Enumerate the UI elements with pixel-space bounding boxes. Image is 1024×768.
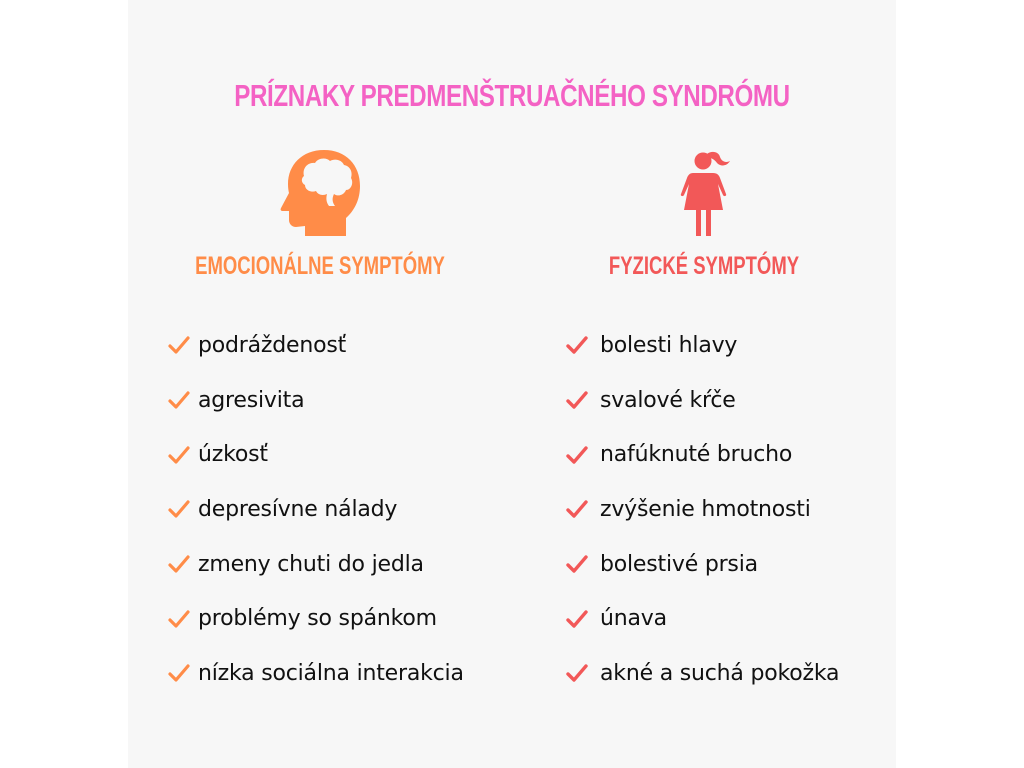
woman-figure-icon bbox=[676, 148, 734, 238]
list-item bbox=[566, 373, 839, 428]
checkmark-icon bbox=[168, 663, 190, 683]
physical-symptoms-heading: FYZICKÉ SYMPTÓMY bbox=[608, 252, 800, 280]
symptom-label: bolesti hlavy bbox=[600, 332, 738, 358]
symptom-label: úzkosť bbox=[198, 442, 268, 468]
list-item bbox=[168, 427, 464, 482]
checkmark-icon bbox=[168, 609, 190, 629]
symptom-label: únava bbox=[600, 606, 667, 632]
list-item bbox=[168, 373, 464, 428]
head-brain-icon bbox=[280, 148, 362, 236]
list-item bbox=[168, 591, 464, 646]
symptom-label: problémy so spánkom bbox=[198, 606, 437, 632]
list-item bbox=[566, 318, 839, 373]
list-item bbox=[168, 646, 464, 701]
list-item bbox=[566, 537, 839, 592]
list-item bbox=[168, 482, 464, 537]
checkmark-icon bbox=[566, 499, 588, 519]
symptom-label: nafúknuté brucho bbox=[600, 442, 793, 468]
checkmark-icon bbox=[566, 554, 588, 574]
emotional-symptoms-heading: EMOCIONÁLNE SYMPTÓMY bbox=[195, 252, 445, 280]
checkmark-icon bbox=[566, 609, 588, 629]
symptom-label: depresívne nálady bbox=[198, 496, 398, 522]
physical-symptoms-list bbox=[566, 318, 839, 701]
checkmark-icon bbox=[168, 499, 190, 519]
checkmark-icon bbox=[168, 445, 190, 465]
list-item bbox=[566, 427, 839, 482]
checkmark-icon bbox=[168, 390, 190, 410]
checkmark-icon bbox=[168, 335, 190, 355]
checkmark-icon bbox=[566, 390, 588, 410]
checkmark-icon bbox=[566, 663, 588, 683]
checkmark-icon bbox=[566, 335, 588, 355]
symptom-label: zvýšenie hmotnosti bbox=[600, 496, 811, 522]
symptom-label: nízka sociálna interakcia bbox=[198, 660, 464, 686]
list-item bbox=[566, 591, 839, 646]
symptom-label: zmeny chuti do jedla bbox=[198, 551, 424, 577]
symptom-label: svalové kŕče bbox=[600, 387, 736, 413]
symptom-label: akné a suchá pokožka bbox=[600, 660, 840, 686]
emotional-symptoms-list bbox=[168, 318, 464, 701]
symptom-label: bolestivé prsia bbox=[600, 551, 758, 577]
list-item bbox=[168, 537, 464, 592]
list-item bbox=[566, 646, 839, 701]
list-item bbox=[566, 482, 839, 537]
page-title: PRÍZNAKY PREDMENŠTRUAČNÉHO SYNDRÓMU bbox=[234, 78, 790, 113]
symptom-label: podráždenosť bbox=[198, 332, 347, 358]
checkmark-icon bbox=[566, 445, 588, 465]
checkmark-icon bbox=[168, 554, 190, 574]
list-item bbox=[168, 318, 464, 373]
symptom-label: agresivita bbox=[198, 387, 305, 413]
